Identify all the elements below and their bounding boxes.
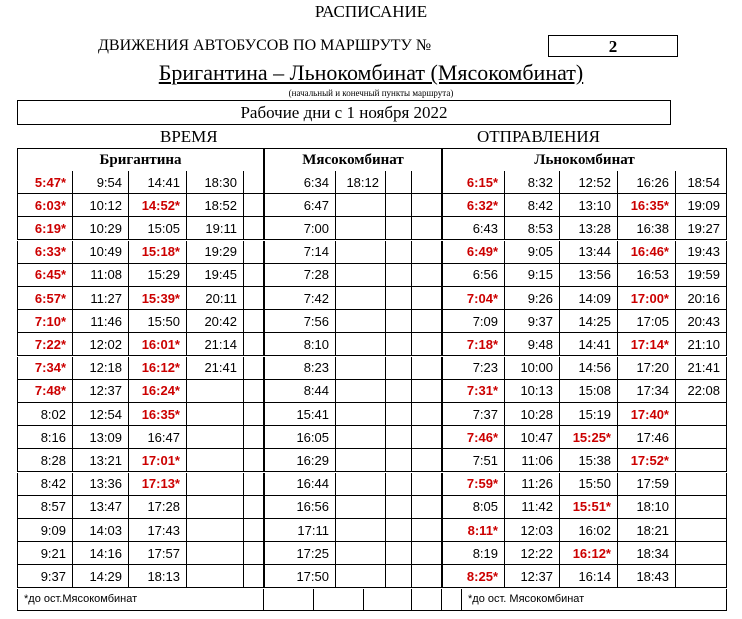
time-cell: 17:43	[129, 519, 187, 542]
time-cell: 14:29	[73, 565, 129, 588]
time-cell: 15:41	[264, 403, 336, 426]
time-cell: 18:54	[676, 171, 727, 194]
time-cell	[336, 542, 386, 565]
time-cell: 17:57	[129, 542, 187, 565]
time-cell: 7:00	[264, 217, 336, 240]
time-cell	[244, 449, 264, 472]
time-cell: 17:50	[264, 565, 336, 588]
time-cell: 7:22*	[17, 333, 73, 356]
time-cell: 11:46	[73, 310, 129, 333]
footer-empty-cell	[264, 589, 314, 611]
time-cell: 7:10*	[17, 310, 73, 333]
time-cell: 15:08	[560, 380, 618, 403]
footer-empty-cell	[314, 589, 364, 611]
time-cell	[244, 241, 264, 264]
time-cell: 17:14*	[618, 333, 676, 356]
time-cell: 11:26	[505, 473, 560, 496]
time-cell: 6:43	[442, 217, 505, 240]
time-cell: 16:02	[560, 519, 618, 542]
footer-empty-cell	[442, 589, 462, 611]
time-cell: 16:12*	[560, 542, 618, 565]
time-cell: 10:47	[505, 426, 560, 449]
time-cell	[336, 496, 386, 519]
time-cell: 7:56	[264, 310, 336, 333]
time-cell: 18:52	[187, 194, 244, 217]
time-cell: 18:10	[618, 496, 676, 519]
time-cell	[336, 449, 386, 472]
time-cell: 16:53	[618, 264, 676, 287]
time-cell	[386, 496, 412, 519]
time-cell	[412, 565, 442, 588]
time-cell: 8:42	[17, 473, 73, 496]
time-cell: 16:29	[264, 449, 336, 472]
time-cell	[336, 264, 386, 287]
time-cell	[244, 565, 264, 588]
time-cell: 21:41	[187, 357, 244, 380]
time-cell	[386, 403, 412, 426]
time-cell: 12:54	[73, 403, 129, 426]
time-cell: 12:22	[505, 542, 560, 565]
time-cell: 15:18*	[129, 241, 187, 264]
time-cell: 6:45*	[17, 264, 73, 287]
time-cell	[676, 426, 727, 449]
time-cell	[676, 496, 727, 519]
time-cell: 18:30	[187, 171, 244, 194]
time-cell: 14:41	[129, 171, 187, 194]
time-cell	[336, 333, 386, 356]
time-cell	[676, 403, 727, 426]
time-cell: 6:03*	[17, 194, 73, 217]
time-cell: 12:52	[560, 171, 618, 194]
time-cell	[386, 264, 412, 287]
time-cell: 14:03	[73, 519, 129, 542]
time-cell: 13:28	[560, 217, 618, 240]
time-cell	[386, 565, 412, 588]
time-cell: 7:18*	[442, 333, 505, 356]
time-cell	[412, 403, 442, 426]
stop-header-brigantina: Бригантина	[17, 148, 264, 171]
time-cell: 19:45	[187, 264, 244, 287]
time-cell	[244, 287, 264, 310]
time-cell: 13:36	[73, 473, 129, 496]
time-cell	[336, 194, 386, 217]
time-cell: 8:44	[264, 380, 336, 403]
time-cell: 8:57	[17, 496, 73, 519]
route-number: 2	[548, 35, 678, 57]
time-cell: 18:12	[336, 171, 386, 194]
route-name: Бригантина – Льнокомбинат (Мясокомбинат)	[158, 60, 584, 85]
time-cell: 15:19	[560, 403, 618, 426]
time-cell: 7:14	[264, 241, 336, 264]
time-cell: 19:29	[187, 241, 244, 264]
time-cell	[676, 542, 727, 565]
time-cell: 8:32	[505, 171, 560, 194]
time-cell: 16:12*	[129, 357, 187, 380]
time-cell: 6:34	[264, 171, 336, 194]
time-cell	[244, 519, 264, 542]
time-cell: 8:02	[17, 403, 73, 426]
time-cell	[336, 403, 386, 426]
page-subtitle: ДВИЖЕНИЯ АВТОБУСОВ ПО МАРШРУТУ №	[98, 37, 432, 54]
stop-header-lnokombinat: Льнокомбинат	[442, 148, 727, 171]
time-cell: 8:25*	[442, 565, 505, 588]
time-cell: 9:37	[17, 565, 73, 588]
time-cell: 12:18	[73, 357, 129, 380]
time-cell	[244, 310, 264, 333]
time-cell: 5:47*	[17, 171, 73, 194]
footnote-right: *до ост. Мясокомбинат	[462, 589, 727, 611]
time-cell: 10:12	[73, 194, 129, 217]
time-cell: 11:06	[505, 449, 560, 472]
time-cell	[386, 473, 412, 496]
time-cell: 7:42	[264, 287, 336, 310]
time-cell	[187, 542, 244, 565]
time-cell	[412, 171, 442, 194]
time-cell: 6:32*	[442, 194, 505, 217]
time-cell: 8:05	[442, 496, 505, 519]
time-cell	[336, 565, 386, 588]
time-cell	[412, 194, 442, 217]
footer-empty-cell	[364, 589, 412, 611]
time-cell: 15:50	[560, 473, 618, 496]
time-cell: 19:09	[676, 194, 727, 217]
time-cell: 19:11	[187, 217, 244, 240]
time-cell: 9:54	[73, 171, 129, 194]
time-cell: 13:21	[73, 449, 129, 472]
footnote-left: *до ост.Мясокомбинат	[17, 589, 264, 611]
time-cell	[244, 542, 264, 565]
time-cell	[412, 449, 442, 472]
time-cell	[244, 171, 264, 194]
time-cell	[386, 241, 412, 264]
time-cell	[187, 403, 244, 426]
time-cell	[336, 473, 386, 496]
time-cell: 10:49	[73, 241, 129, 264]
time-cell: 7:23	[442, 357, 505, 380]
time-cell	[386, 542, 412, 565]
time-cell	[386, 357, 412, 380]
time-cell	[386, 217, 412, 240]
footer-empty-cell	[412, 589, 442, 611]
time-cell	[676, 519, 727, 542]
time-cell: 10:13	[505, 380, 560, 403]
time-cell: 9:48	[505, 333, 560, 356]
time-cell: 18:43	[618, 565, 676, 588]
time-cell: 8:23	[264, 357, 336, 380]
time-cell: 21:14	[187, 333, 244, 356]
time-cell	[244, 333, 264, 356]
time-cell: 11:08	[73, 264, 129, 287]
endpoints-note: (начальный и конечный пункты маршрута)	[288, 88, 454, 98]
time-cell: 14:52*	[129, 194, 187, 217]
time-cell	[244, 403, 264, 426]
time-cell: 12:02	[73, 333, 129, 356]
time-cell: 7:46*	[442, 426, 505, 449]
time-cell: 8:19	[442, 542, 505, 565]
time-cell	[187, 519, 244, 542]
time-cell	[676, 565, 727, 588]
time-cell	[412, 264, 442, 287]
time-cell: 16:38	[618, 217, 676, 240]
time-cell: 11:27	[73, 287, 129, 310]
time-cell: 10:00	[505, 357, 560, 380]
time-cell	[676, 473, 727, 496]
time-cell: 22:08	[676, 380, 727, 403]
time-cell: 17:20	[618, 357, 676, 380]
time-label: ВРЕМЯ	[160, 127, 218, 146]
time-cell	[412, 357, 442, 380]
time-cell: 12:03	[505, 519, 560, 542]
time-cell	[386, 380, 412, 403]
time-cell: 10:29	[73, 217, 129, 240]
time-cell: 17:34	[618, 380, 676, 403]
time-cell: 17:52*	[618, 449, 676, 472]
time-cell: 14:56	[560, 357, 618, 380]
time-cell: 20:11	[187, 287, 244, 310]
time-cell: 17:00*	[618, 287, 676, 310]
days-label: Рабочие дни с 1 ноября 2022	[17, 100, 671, 125]
time-cell	[187, 449, 244, 472]
time-cell	[412, 217, 442, 240]
time-cell	[187, 496, 244, 519]
time-cell	[412, 519, 442, 542]
time-cell	[336, 357, 386, 380]
time-cell: 14:25	[560, 310, 618, 333]
time-cell: 16:35*	[618, 194, 676, 217]
time-cell: 9:37	[505, 310, 560, 333]
time-cell	[412, 333, 442, 356]
time-cell: 21:10	[676, 333, 727, 356]
time-cell	[386, 426, 412, 449]
time-cell	[412, 496, 442, 519]
time-cell: 16:56	[264, 496, 336, 519]
time-cell	[386, 310, 412, 333]
time-cell: 7:48*	[17, 380, 73, 403]
time-cell	[412, 473, 442, 496]
time-cell	[386, 287, 412, 310]
time-cell: 19:43	[676, 241, 727, 264]
time-cell	[412, 426, 442, 449]
time-cell: 14:16	[73, 542, 129, 565]
time-cell: 6:49*	[442, 241, 505, 264]
time-cell	[336, 380, 386, 403]
time-cell: 19:59	[676, 264, 727, 287]
time-cell: 16:05	[264, 426, 336, 449]
time-cell	[244, 473, 264, 496]
time-cell: 20:16	[676, 287, 727, 310]
time-cell	[412, 380, 442, 403]
time-cell: 16:44	[264, 473, 336, 496]
time-cell: 9:05	[505, 241, 560, 264]
time-cell	[187, 380, 244, 403]
time-cell: 17:28	[129, 496, 187, 519]
time-cell: 15:38	[560, 449, 618, 472]
time-cell: 16:47	[129, 426, 187, 449]
time-cell: 8:53	[505, 217, 560, 240]
time-cell: 15:05	[129, 217, 187, 240]
time-cell	[187, 565, 244, 588]
time-cell: 17:59	[618, 473, 676, 496]
time-cell	[244, 496, 264, 519]
time-cell: 16:46*	[618, 241, 676, 264]
time-cell: 15:25*	[560, 426, 618, 449]
time-cell: 20:43	[676, 310, 727, 333]
time-cell	[412, 542, 442, 565]
time-cell	[386, 449, 412, 472]
time-cell: 8:28	[17, 449, 73, 472]
time-cell: 6:57*	[17, 287, 73, 310]
time-cell: 20:42	[187, 310, 244, 333]
time-cell: 12:37	[73, 380, 129, 403]
time-cell: 13:10	[560, 194, 618, 217]
time-cell: 17:46	[618, 426, 676, 449]
time-cell: 21:41	[676, 357, 727, 380]
time-cell	[412, 241, 442, 264]
time-cell	[244, 357, 264, 380]
time-cell	[187, 426, 244, 449]
time-cell	[336, 287, 386, 310]
time-cell	[386, 171, 412, 194]
time-cell: 6:33*	[17, 241, 73, 264]
time-cell	[412, 287, 442, 310]
time-cell: 13:09	[73, 426, 129, 449]
time-cell: 16:01*	[129, 333, 187, 356]
time-cell: 6:47	[264, 194, 336, 217]
time-cell: 18:13	[129, 565, 187, 588]
time-cell: 8:10	[264, 333, 336, 356]
time-cell	[336, 217, 386, 240]
time-cell: 7:37	[442, 403, 505, 426]
time-cell: 7:09	[442, 310, 505, 333]
time-cell: 11:42	[505, 496, 560, 519]
time-cell: 13:47	[73, 496, 129, 519]
time-cell: 17:11	[264, 519, 336, 542]
time-cell	[386, 194, 412, 217]
time-cell: 6:56	[442, 264, 505, 287]
time-cell	[187, 473, 244, 496]
time-cell: 15:51*	[560, 496, 618, 519]
time-cell	[386, 519, 412, 542]
time-cell	[244, 264, 264, 287]
time-cell: 17:25	[264, 542, 336, 565]
time-cell: 8:11*	[442, 519, 505, 542]
time-cell	[386, 333, 412, 356]
time-cell: 13:44	[560, 241, 618, 264]
time-cell: 12:37	[505, 565, 560, 588]
time-cell: 7:28	[264, 264, 336, 287]
time-cell	[244, 217, 264, 240]
time-cell: 13:56	[560, 264, 618, 287]
time-cell	[336, 241, 386, 264]
time-cell	[676, 449, 727, 472]
time-cell: 7:31*	[442, 380, 505, 403]
time-cell: 9:09	[17, 519, 73, 542]
time-cell	[336, 310, 386, 333]
time-cell: 14:09	[560, 287, 618, 310]
time-cell: 16:24*	[129, 380, 187, 403]
time-cell	[244, 380, 264, 403]
time-cell: 6:19*	[17, 217, 73, 240]
time-cell: 7:51	[442, 449, 505, 472]
time-cell: 7:59*	[442, 473, 505, 496]
time-cell: 7:04*	[442, 287, 505, 310]
stop-header-myasokombinat: Мясокомбинат	[264, 148, 442, 171]
time-cell: 18:34	[618, 542, 676, 565]
time-cell: 7:34*	[17, 357, 73, 380]
time-cell: 6:15*	[442, 171, 505, 194]
page-title: РАСПИСАНИЕ	[314, 2, 428, 21]
time-cell: 8:42	[505, 194, 560, 217]
time-cell	[336, 426, 386, 449]
time-cell: 15:29	[129, 264, 187, 287]
time-cell	[412, 310, 442, 333]
time-cell: 15:50	[129, 310, 187, 333]
time-cell	[244, 426, 264, 449]
time-cell: 19:27	[676, 217, 727, 240]
time-cell: 9:21	[17, 542, 73, 565]
time-cell: 8:16	[17, 426, 73, 449]
time-cell: 15:39*	[129, 287, 187, 310]
time-cell: 16:14	[560, 565, 618, 588]
time-cell: 16:35*	[129, 403, 187, 426]
departure-label: ОТПРАВЛЕНИЯ	[477, 127, 600, 146]
time-cell	[336, 519, 386, 542]
time-cell: 9:15	[505, 264, 560, 287]
time-cell: 17:05	[618, 310, 676, 333]
time-cell: 18:21	[618, 519, 676, 542]
time-cell: 16:26	[618, 171, 676, 194]
time-cell: 14:41	[560, 333, 618, 356]
time-cell: 17:40*	[618, 403, 676, 426]
time-cell	[244, 194, 264, 217]
time-cell: 10:28	[505, 403, 560, 426]
time-cell: 17:13*	[129, 473, 187, 496]
time-cell: 9:26	[505, 287, 560, 310]
time-cell: 17:01*	[129, 449, 187, 472]
